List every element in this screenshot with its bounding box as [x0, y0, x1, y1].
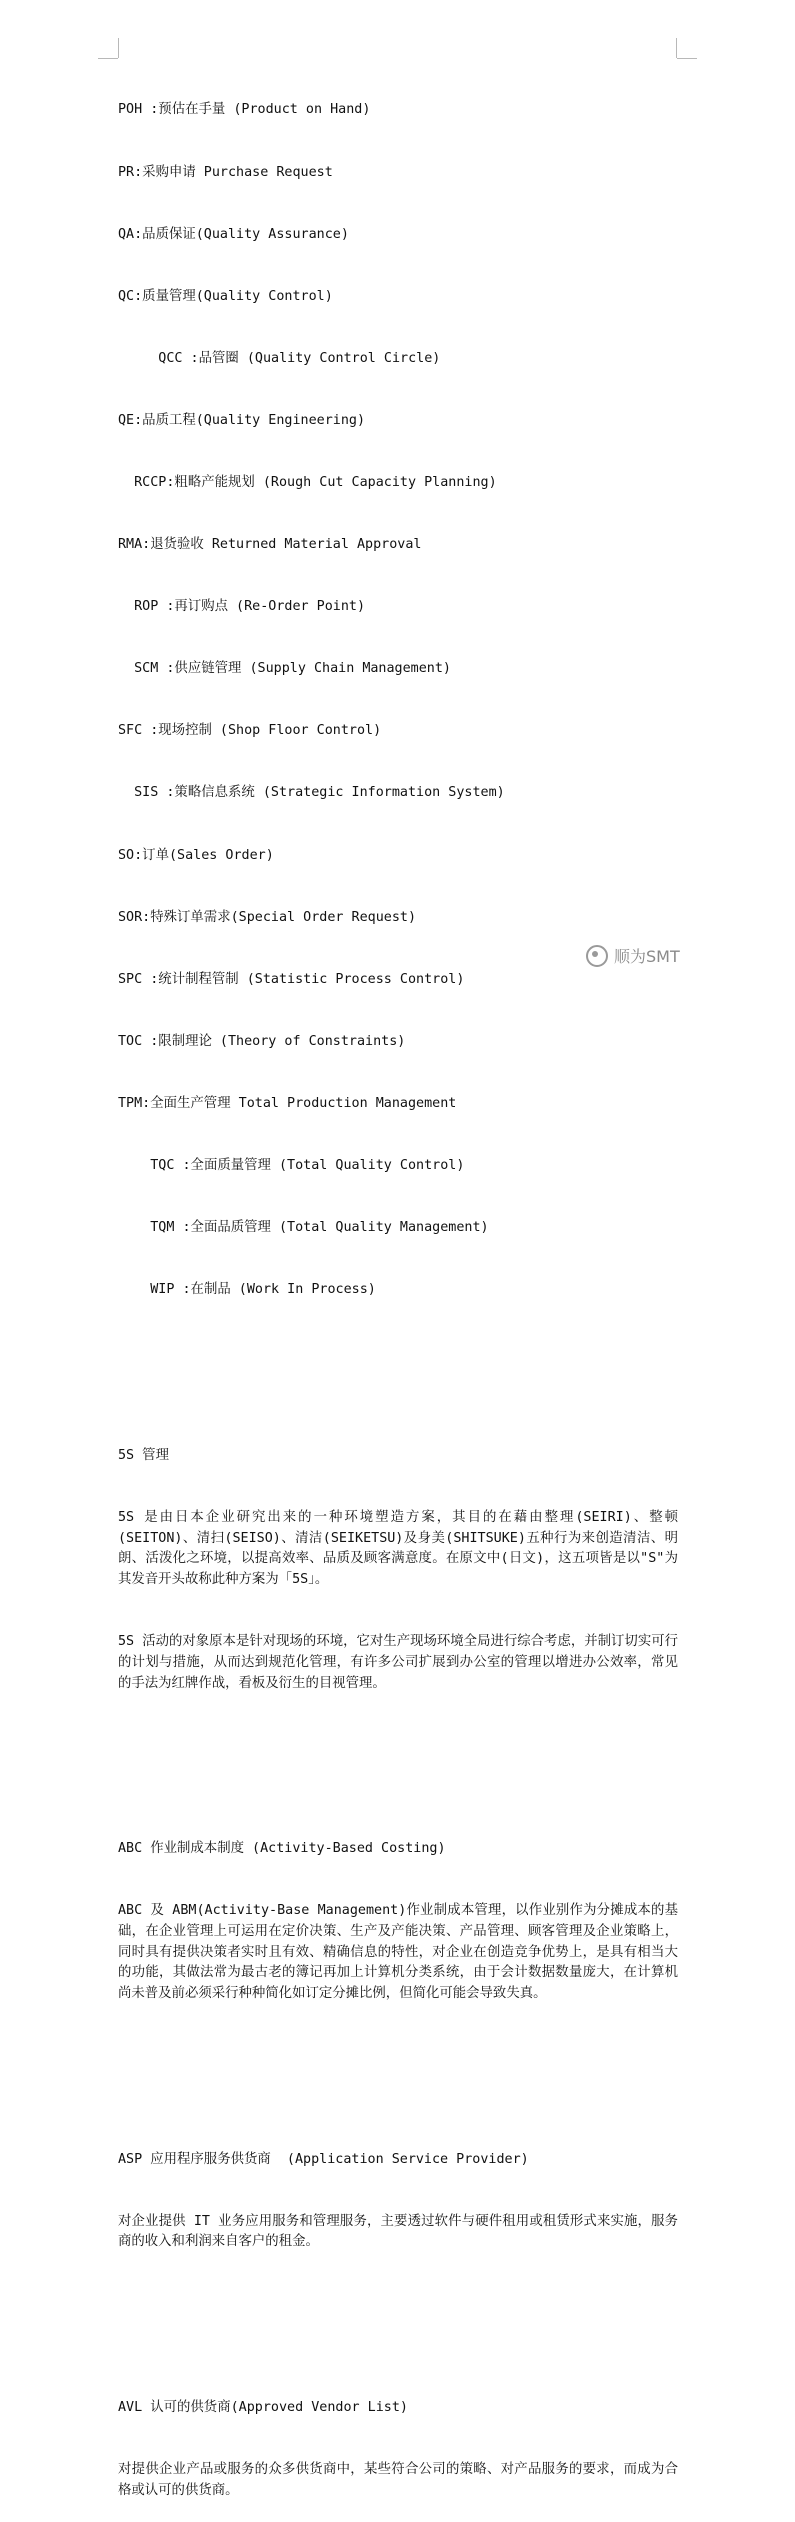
section-paragraph: 对提供企业产品或服务的众多供货商中，某些符合公司的策略、对产品服务的要求，而成为合格或认可的供货商。 — [118, 2462, 678, 2498]
crop-mark-top-right-horizontal — [677, 58, 697, 59]
glossary-line: SCM :供应链管理 (Supply Chain Management) — [118, 661, 451, 677]
glossary-line: SFC :现场控制 (Shop Floor Control) — [118, 723, 382, 739]
glossary-line: WIP :在制品 (Work In Process) — [118, 1282, 376, 1298]
glossary-line: PR:采购申请 Purchase Request — [118, 164, 333, 180]
glossary-line: QCC :品管圈 (Quality Control Circle) — [118, 350, 441, 366]
blank-line — [118, 2315, 678, 2336]
blank-line — [118, 1363, 678, 1384]
glossary-line: TQC :全面质量管理 (Total Quality Control) — [118, 1158, 465, 1173]
section-paragraph: 5S 活动的对象原本是针对现场的环境，它对生产现场环境全局进行综合考虑，并制订切实可行的计划与措施，从而达到规范化管理，有许多公司扩展到办公室的管理以增进办公效率，常见的手法为红牌作战，看板及衍生的目视管理。 — [118, 1634, 678, 1691]
glossary-line: TPM:全面生产管理 Total Production Management — [118, 1095, 457, 1111]
glossary-line: QE:品质工程(Quality Engineering) — [118, 412, 366, 428]
wechat-logo-icon — [586, 945, 608, 967]
glossary-line: QA:品质保证(Quality Assurance) — [118, 226, 349, 242]
watermark — [586, 944, 680, 967]
glossary-line: SPC :统计制程管制 (Statistic Process Control) — [118, 971, 465, 987]
glossary-line: QC:质量管理(Quality Control) — [118, 288, 333, 304]
glossary-line: RMA:退货验收 Returned Material Approval — [118, 537, 422, 553]
glossary-line: SOR:特殊订单需求(Special Order Request) — [118, 909, 417, 925]
document-page[interactable] — [118, 59, 678, 2522]
blank-line — [118, 1756, 678, 1777]
section-heading-5s: 5S 管理 — [118, 1447, 169, 1463]
crop-mark-top-left-horizontal — [98, 58, 118, 59]
glossary-line: ROP :再订购点 (Re-Order Point) — [118, 599, 366, 615]
glossary-line: TOC :限制理论 (Theory of Constraints) — [118, 1033, 406, 1049]
section-heading-avl: AVL 认可的供货商(Approved Vendor List) — [118, 2400, 408, 2416]
section-heading-abc: ABC 作业制成本制度 (Activity-Based Costing) — [118, 1841, 446, 1857]
glossary-line: TQM :全面品质管理 (Total Quality Management) — [118, 1220, 489, 1236]
glossary-line: SIS :策略信息系统 (Strategic Information System) — [118, 785, 505, 801]
glossary-line: RCCP:粗略产能规划 (Rough Cut Capacity Planning) — [118, 474, 497, 490]
section-heading-asp: ASP 应用程序服务供货商 (Application Service Provider) — [118, 2151, 529, 2167]
blank-line — [118, 2067, 678, 2088]
section-paragraph: 对企业提供 IT 业务应用服务和管理服务，主要透过软件与硬件租用或租赁形式来实施，服务商的收入和利润来自客户的租金。 — [118, 2213, 678, 2250]
section-paragraph: ABC 及 ABM(Activity-Base Management)作业制成本管理，以作业别作为分摊成本的基础，在企业管理上可运用在定价决策、生产及产能决策、产品管理、顾客管理及企业策略上，同时具有提供决策者实时且有效、精确信息的特性，对企业在创造竞争优势上，是具有相当大的功能，其做法常为最古老的簿记再加上计算机分类系统，由于会计数据数量庞大，在计算机尚未普及前必须采行种种简化如订定分摊比例，但简化可能会导致失真。 — [118, 1903, 678, 2002]
glossary-line: POH :预估在手量 (Product on Hand) — [118, 102, 371, 118]
glossary-line: SO:订单(Sales Order) — [118, 847, 274, 863]
watermark-text: 顺为SMT — [614, 947, 680, 966]
section-paragraph: 5S 是由日本企业研究出来的一种环境塑造方案，其目的在藉由整理(SEIRI)、整顿(SEITON)、清扫(SEISO)、清洁(SEIKETSU)及身美(SHITSUKE)五种行为来创造清洁、明朗、活泼化之环境，以提高效率、品质及顾客满意度。在原文中(日文)，这五项皆是以"S"为其发音开头故称此种方案为「5S」。 — [118, 1509, 678, 1587]
crop-mark-top-right-vertical — [676, 38, 677, 58]
crop-mark-top-left-vertical — [118, 38, 119, 58]
